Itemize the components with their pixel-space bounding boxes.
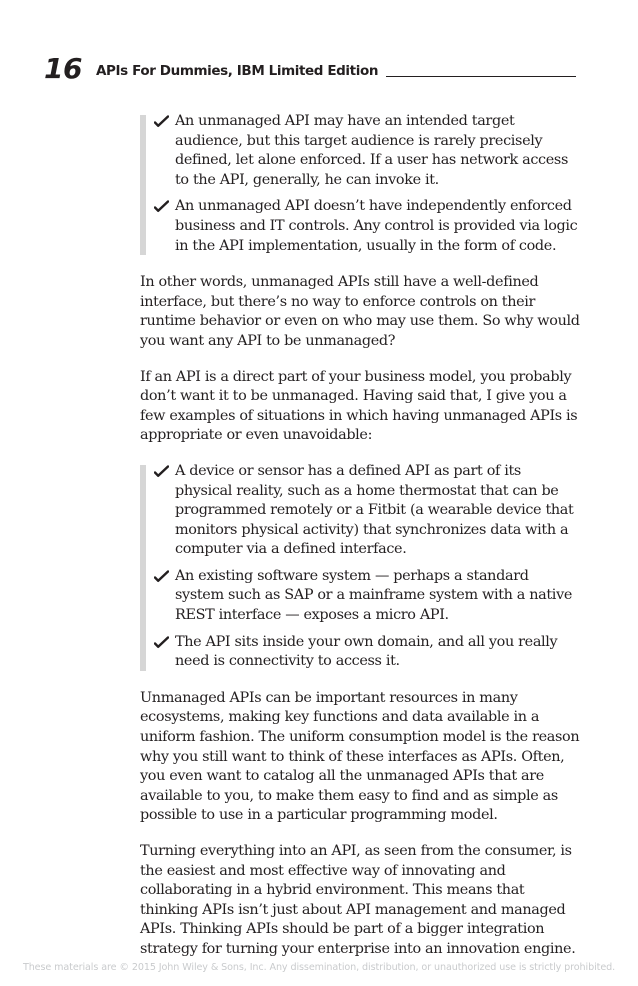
- list-item: [154, 112, 580, 190]
- list-item-text: The API sits inside your own domain, and all you really need is connectivity to access it.: [175, 633, 558, 670]
- check-icon: [154, 570, 169, 583]
- running-head: [96, 63, 576, 79]
- bullet-list: [140, 112, 580, 256]
- paragraph: Turning everything into an API, as seen from the consumer, is the easiest and most effective way of innovating and collaborating in a hybrid environment. This means that thinking APIs isn’t just about API management and managed APIs. Thinking APIs should be part of a bigger integration strategy for turning your enterprise into an innovation engine.: [140, 843, 576, 957]
- bullet-list: [140, 462, 580, 672]
- list-item-text: A device or sensor has a defined API as part of its physical reality, such as a home thermostat that can be programmed remotely or a Fitbit (a wearable device that monitors physical activity) that synchronizes data with a computer via a defined interface.: [175, 462, 574, 558]
- check-icon: [154, 636, 169, 649]
- list-item: [154, 567, 580, 626]
- copyright-footer: These materials are © 2015 John Wiley & Sons, Inc. Any dissemination, distribution, or unauthorized use is strictly prohibited.: [22, 962, 616, 973]
- check-icon: [154, 200, 169, 213]
- paragraph: Unmanaged APIs can be important resources in many ecosystems, making key functions and data available in a uniform fashion. The uniform consumption model is the reason why you still want to think of these interfaces as APIs. Often, you even want to catalog all the unmanaged APIs that are available to you, to make them easy to find and as simple as possible to use in a particular programming model.: [140, 689, 580, 824]
- header-rule: [386, 76, 576, 77]
- list-item-text: An unmanaged API may have an intended target audience, but this target audience is rarely precisely defined, let alone enforced. If a user has network access to the API, generally, he can invoke it.: [175, 113, 569, 188]
- check-icon: [154, 115, 169, 128]
- list-item-text: An existing software system — perhaps a standard system such as SAP or a mainframe system with a native REST interface — exposes a micro API.: [175, 567, 573, 624]
- body-text: [140, 112, 580, 976]
- paragraph: If an API is a direct part of your business model, you probably don’t want it to be unmanaged. Having said that, I give you a few examples of situations in which having unmanaged APIs is appropriate or even unavoidable:: [140, 368, 578, 444]
- list-item: [154, 197, 580, 256]
- page-number: 16: [44, 52, 82, 85]
- list-item: [154, 633, 580, 672]
- list-item-text: An unmanaged API doesn’t have independently enforced business and IT controls. Any control is provided via logic in the API implementation, usually in the form of code.: [175, 198, 578, 254]
- running-title: APIs For Dummies, IBM Limited Edition: [96, 63, 379, 79]
- paragraph: In other words, unmanaged APIs still have a well-defined interface, but there’s no way to enforce controls on their runtime behavior or even on who may use them. So why would you want any API to be unmanaged?: [140, 274, 580, 349]
- check-icon: [154, 465, 169, 478]
- list-item: [154, 462, 580, 560]
